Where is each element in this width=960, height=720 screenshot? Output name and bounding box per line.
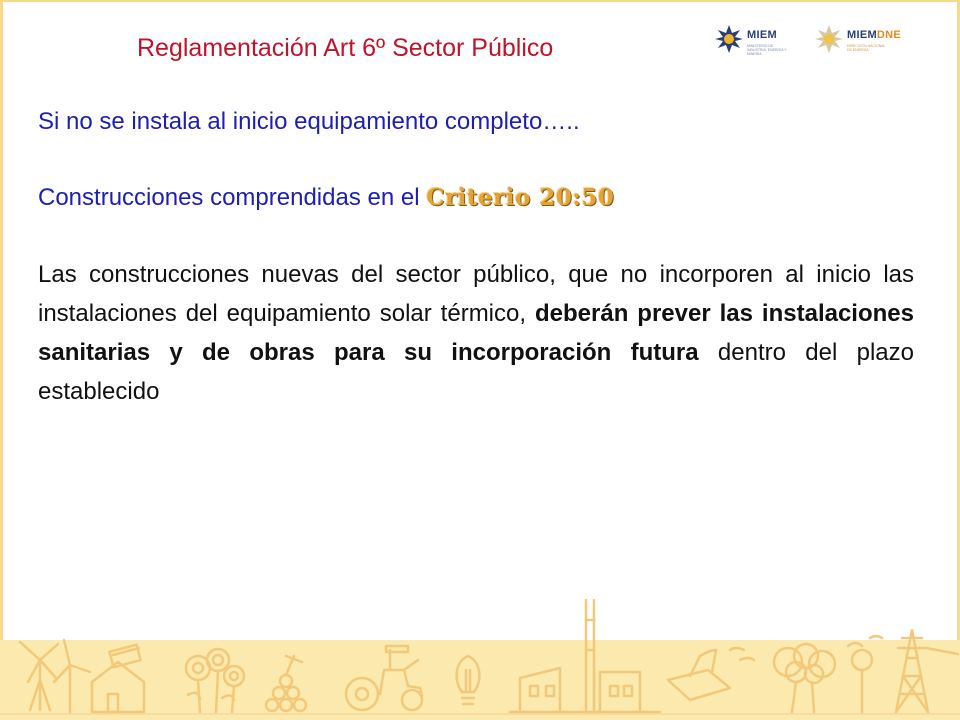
body-text-bold: deberán prever las instalaciones sanitarias y de obras para su incorporación futura — [38, 300, 914, 366]
criterio-prefix: Construcciones comprendidas en el — [38, 184, 427, 211]
light-bulb-icon — [457, 656, 480, 704]
power-tower-icon — [896, 630, 958, 712]
wind-turbine-icon — [54, 640, 90, 712]
tractor-icon — [346, 646, 422, 710]
windmill-icon — [20, 642, 58, 710]
miem-emblem-icon — [714, 24, 744, 54]
miem-logo-text: MIEM — [747, 29, 777, 41]
body-text-part1: Las construcciones nuevas del sector público, que no incorporen al inicio las instalaciones del equipamiento solar térmico, — [38, 261, 914, 327]
slide-title: Reglamentación Art 6º Sector Público — [137, 34, 554, 62]
body-paragraph — [38, 255, 914, 411]
header-logos — [710, 18, 940, 60]
miemdne-logo-name-b: DNE — [876, 29, 902, 41]
factory-icon — [510, 600, 660, 712]
miem-logo-tagline: MINISTERIO DE INDUSTRIA, ENERGÍA Y MINERÍA — [747, 44, 787, 56]
energy-silhouettes — [0, 590, 960, 720]
criterio-line — [38, 184, 614, 212]
miemdne-logo-text — [847, 29, 901, 41]
ship-icon — [668, 648, 754, 700]
miemdne-logo-tagline: DIRECCIÓN NACIONAL DE ENERGÍA — [847, 44, 886, 52]
body-text-part2: dentro del plazo establecido — [38, 339, 914, 405]
miemdne-logo-name-a: MIEM — [847, 29, 877, 41]
criterio-highlight: Criterio 20:50 — [426, 184, 615, 211]
sunflower-icon — [186, 649, 244, 712]
firewood-icon — [266, 656, 306, 711]
slide-subtitle: Si no se instala al inicio equipamiento completo….. — [38, 108, 580, 135]
solar-panel-house-icon — [92, 645, 144, 712]
miemdne-emblem-icon — [814, 24, 844, 54]
trees-icon — [774, 636, 882, 712]
